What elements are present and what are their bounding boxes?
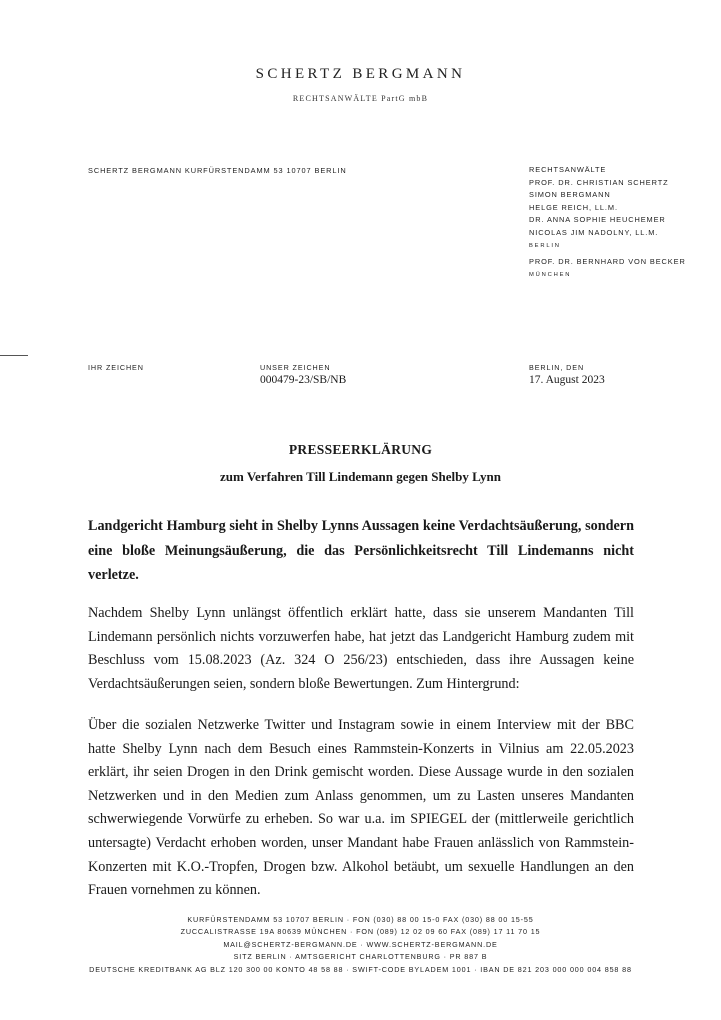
office-label-munich: MÜNCHEN (529, 271, 572, 278)
partner-name: HELGE REICH, LL.M. (529, 202, 618, 212)
fold-mark (0, 355, 28, 356)
firm-name: SCHERTZ BERGMANN (255, 66, 466, 82)
our-reference-value: 000479-23/SB/NB (260, 374, 347, 386)
office-label-berlin: BERLIN (529, 242, 561, 249)
your-reference-label: IHR ZEICHEN (88, 363, 144, 372)
footer-bank: DEUTSCHE KREDITBANK AG BLZ 120 300 00 KONTO 48 58 88 · SWIFT-CODE BYLADEM 1001 · IBAN DE 821 203 000 000 004 858 88 (89, 964, 632, 974)
date-value: 17. August 2023 (529, 374, 605, 386)
partner-list (529, 164, 686, 281)
partner-name: PROF. DR. CHRISTIAN SCHERTZ (529, 177, 669, 187)
footer-contact: MAIL@SCHERTZ-BERGMANN.DE · WWW.SCHERTZ-BERGMANN.DE (223, 939, 498, 949)
footer-berlin-address: KURFÜRSTENDAMM 53 10707 BERLIN · FON (030) 88 00 15-0 FAX (030) 88 00 15-55 (187, 915, 534, 924)
letter-footer (0, 914, 721, 976)
footer-registry: SITZ BERLIN · AMTSGERICHT CHARLOTTENBURG · PR 887 B (233, 952, 488, 962)
statement-title: PRESSEERKLÄRUNG (288, 442, 433, 457)
partner-name: DR. ANNA SOPHIE HEUCHEMER (529, 215, 666, 225)
partner-name: SIMON BERGMANN (529, 190, 611, 200)
statement-subtitle: zum Verfahren Till Lindemann gegen Shelby Lynn (219, 469, 502, 484)
body-paragraph-2: Über die sozialen Netzwerke Twitter und Instagram sowie in einem Interview mit der BBC hatte Shelby Lynn nach dem Besuch eines Rammstein-Konzerts in Vilnius am 22.05.2023 erklärt, ihr seien Drogen in den Drink gemischt worden. Diese Aussage wurde in den sozialen Netzwerken und in den Medien zum Anlass genommen, um zu Lasten unseres Mandanten schwerwiegende Vorwürfe zu erheben. So war u.a. im SPIEGEL der (mittlerweile gerichtlich untersagte) Verdacht erhoben worden, unser Mandant habe Frauen anlässlich von Rammstein-Konzerten mit K.O.-Tropfen, Drogen bzw. Alkohol betäubt, um sexuelle Handlungen an den Frauen vornehmen zu können. (88, 717, 634, 899)
date-label: BERLIN, DEN (529, 363, 585, 372)
body-paragraph-1: Nachdem Shelby Lynn unlängst öffentlich erklärt hatte, dass sie unserem Mandanten Till Lindemann persönlich nichts vorzuwerfen habe, hat jetzt das Landgericht Hamburg zudem mit Beschluss vom 15.08.2023 (Az. 324 O 256/23) entschieden, dass ihre Aussagen keine Verdachtsäußerungen seien, sondern bloße Bewertungen. Zum Hintergrund: (88, 605, 634, 692)
partner-name: PROF. DR. BERNHARD VON BECKER (529, 257, 686, 267)
partners-heading: RECHTSANWÄLTE (529, 165, 607, 174)
partner-name: NICOLAS JIM NADOLNY, LL.M. (529, 227, 659, 237)
our-reference-label: UNSER ZEICHEN (260, 363, 331, 372)
return-address: SCHERTZ BERGMANN KURFÜRSTENDAMM 53 10707 BERLIN (88, 166, 347, 175)
firm-subtitle: RECHTSANWÄLTE PartG mbB (292, 94, 429, 103)
footer-munich-address: ZUCCALISTRASSE 19A 80639 MÜNCHEN · FON (089) 12 02 09 60 FAX (089) 17 11 70 15 (180, 927, 541, 937)
lead-paragraph: Landgericht Hamburg sieht in Shelby Lynns Aussagen keine Verdachtsäußerung, sondern eine bloße Meinungsäußerung, die das Persönlichkeitsrecht Till Lindemanns nicht verletze. (88, 518, 634, 583)
